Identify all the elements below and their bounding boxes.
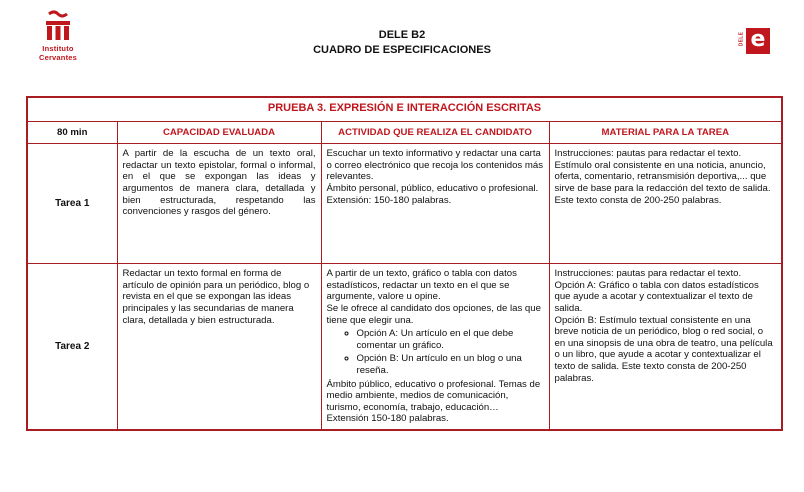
section-title: PRUEBA 3. EXPRESIÓN E INTERACCIÓN ESCRITAS xyxy=(27,97,782,121)
page-subtitle: CUADRO DE ESPECIFICACIONES xyxy=(313,44,491,56)
task1-row xyxy=(27,144,782,264)
task2-activity-p1: A partir de un texto, gráfico o tabla con datos estadísticos, redactar un texto en el que se argumente, valore u opine. xyxy=(326,268,517,303)
task1-label: Tarea 1 xyxy=(27,144,117,264)
task2-activity xyxy=(321,264,549,430)
page-title: DELE B2 xyxy=(378,29,426,41)
task2-activity-p3: Ámbito público, educativo o profesional. Temas de medio ambiente, medios de comunicación, turismo, economía, trabajo, educación… xyxy=(326,378,541,413)
task1-activity-p3: Extensión: 150-180 palabras. xyxy=(326,194,452,206)
task2-material xyxy=(549,264,782,430)
task2-capacity xyxy=(117,264,321,430)
task1-capacity-text: A partir de la escucha de un texto oral, redactar un texto epistolar, formal o informal, en el que se expongan las ideas y argumentos de manera clara, detallada y bien estructurada, respetando las convenciones y rasgos del género. xyxy=(122,148,316,218)
task1-capacity xyxy=(117,144,321,264)
task1-activity xyxy=(321,144,549,264)
column-header-row xyxy=(27,121,782,144)
logo-name-line1: Instituto xyxy=(42,44,74,53)
task1-material-p1: Instrucciones: pautas para redactar el texto. xyxy=(554,148,742,160)
task2-activity-p4: Extensión 150-180 palabras. xyxy=(326,413,449,425)
task1-material xyxy=(549,144,782,264)
task1-activity-p2: Ámbito personal, público, educativo o profesional. xyxy=(326,182,539,194)
activity-header: ACTIVIDAD QUE REALIZA EL CANDIDATO xyxy=(321,121,549,144)
task2-activity-p2: Se le ofrece al candidato dos opciones, de las que tiene que elegir una. xyxy=(326,302,541,326)
logo-name-line2: Cervantes xyxy=(38,53,78,62)
task2-material-p2: Opción A: Gráfico o tabla con datos estadísticos que ayude a acotar y contextualizar el texto de salida. xyxy=(554,279,759,314)
specifications-table xyxy=(26,96,783,431)
task2-label: Tarea 2 xyxy=(27,264,117,430)
page-header xyxy=(0,28,804,58)
task2-material-p3: Opción B: Estímulo textual consistente en una breve noticia de un periódico, blog o red social, o en una sinopsis de una obra de teatro, una película o un libro, que ayude a acotar y contextualizar el texto de salida. Este texto consta de 200-250 palabras. xyxy=(554,314,773,384)
material-header: MATERIAL PARA LA TAREA xyxy=(549,121,782,144)
time-header: 80 min xyxy=(27,121,117,144)
task2-option-a: ◦ Opción A: Un artículo en el que debe comentar un gráfico. xyxy=(357,328,544,351)
task2-capacity-text: Redactar un texto formal en forma de artículo de opinión para un periódico, blog o revista en el que se expongan las ideas principales y las secundarias de manera clara, detallada y bien estructurada. xyxy=(122,268,310,326)
dele-logo-letter: e xyxy=(746,28,770,54)
task1-activity-p1: Escuchar un texto informativo y redactar una carta o correo electrónico que recoja los contenidos más relevantes. xyxy=(326,148,544,183)
task2-option-b: ◦ Opción B: Un artículo en un blog o una reseña. xyxy=(357,353,544,376)
task2-options-list xyxy=(327,328,544,376)
capacity-header: CAPACIDAD EVALUADA xyxy=(117,121,321,144)
task2-row xyxy=(27,264,782,430)
task1-material-p2: Estímulo oral consistente en una noticia, anuncio, oferta, comentario, retransmisión deportiva,... que sirve de base para la redacción del texto de salida. Este texto consta de 200-250 palabras. xyxy=(554,159,771,206)
section-title-row xyxy=(27,97,782,121)
task2-material-p1: Instrucciones: pautas para redactar el texto. xyxy=(554,268,742,280)
dele-logo-side-text: DELE xyxy=(738,31,745,47)
